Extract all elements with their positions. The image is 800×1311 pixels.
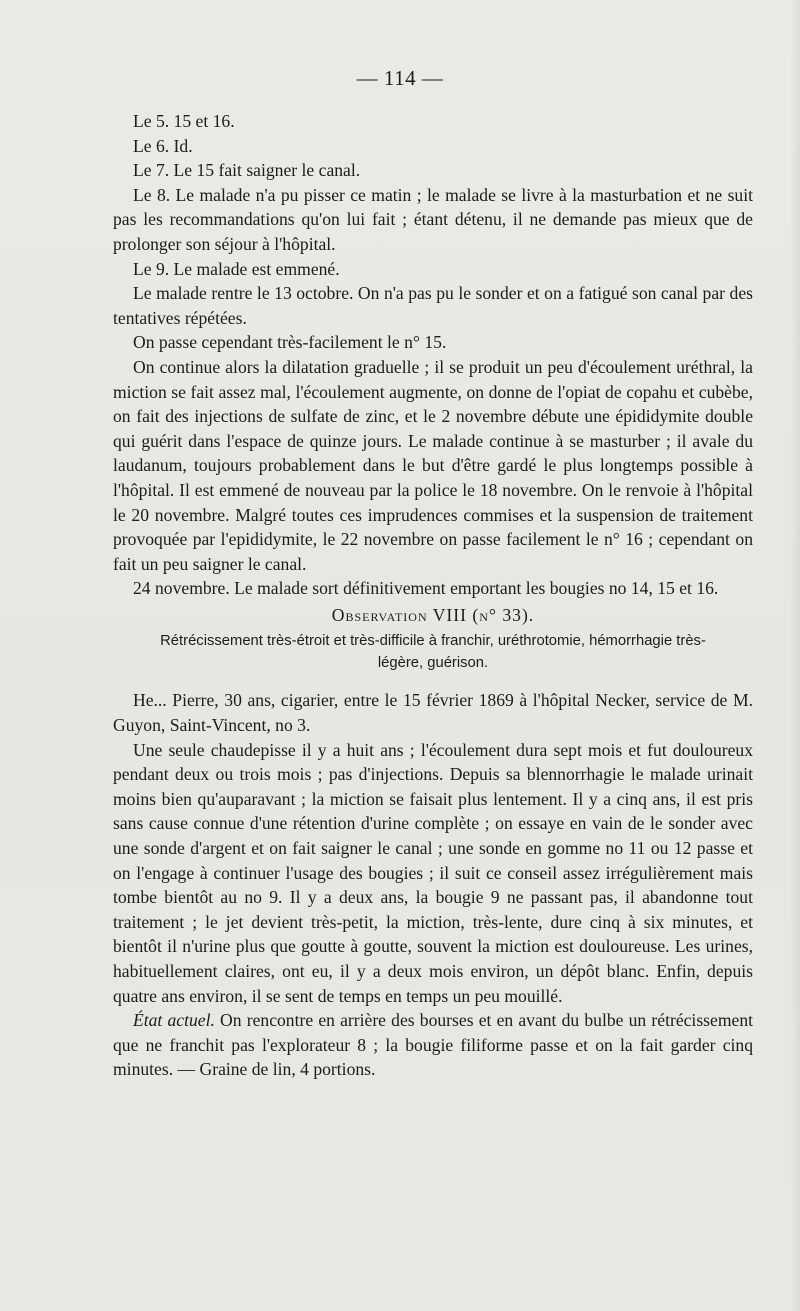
body-text (113, 109, 753, 1082)
current-state-label: État actuel. (133, 1010, 215, 1031)
paragraph-dilatation: On continue alors la dilatation graduelle ; il se produit un peu d'écoulement uréthral, la miction se fait assez mal, l'écoulement augmente, on donne de l'opiat de copahu et cubèbe, on fait des injections de sulfate de zinc, et le 2 novembre débute une épididymite double qui guérit dans l'espace de quinze jours. Le malade continue à se masturber ; il avale du laudanum, toujours probablement dans le but d'être gardé le plus longtemps possible à l'hôpital. Il est emmené de nouveau par la police le 18 novembre. On le renvoie à l'hôpital le 20 novembre. Malgré toutes ces imprudences commises et la suspension de traitement provoquée par l'epididymite, le 22 novembre on passe facilement le n° 16 ; cependant on fait un peu saigner le canal. (113, 356, 753, 574)
page-edge-shadow (790, 0, 800, 1311)
paragraph-pass-15: On passe cependant très-facilement le n° 15. (133, 332, 447, 353)
paragraph-day-6: Le 6. Id. (133, 135, 193, 156)
paragraph-day-8: Le 8. Le malade n'a pu pisser ce matin ; le malade se livre à la masturbation et ne suit pas les recommandations qu'on lui fait ; étant détenu, il ne demande pas mieux que de prolonger son séjour à l'hôpital. (113, 184, 753, 254)
paragraph-patient-intro: He... Pierre, 30 ans, cigarier, entre le 15 février 1869 à l'hôpital Necker, service de M. Guyon, Saint-Vincent, no 3. (113, 690, 753, 736)
paragraph-day-9: Le 9. Le malade est emmené. (133, 258, 340, 279)
current-state-text: On rencontre en arrière des bourses et en avant du bulbe un rétrécissement que ne franchit pas l'explorateur 8 ; la bougie filiforme passe et on la fait garder cinq minutes. — Graine de lin, 4 portions. (113, 1010, 754, 1080)
paragraph-current-state (113, 1008, 753, 1082)
observation-subtitle: Rétrécissement très-étroit et très-difficile à franchir, uréthrotomie, hémorrhagie très-légère, guérison. (160, 633, 706, 672)
page-number: — 114 — (356, 66, 444, 90)
observation-title: Observation VIII (n° 33). (331, 604, 535, 625)
paragraph-return-october: Le malade rentre le 13 octobre. On n'a pas pu le sonder et on a fatigué son canal par des tentatives répétées. (113, 283, 753, 328)
paragraph-history: Une seule chaudepisse il y a huit ans ; l'écoulement dura sept mois et fut douloureux pendant deux ou trois mois ; pas d'injections. Depuis sa blennorrhagie le malade urinait moins bien qu'auparavant ; la miction se faisait plus lentement. Il y a cinq ans, il est pris sans cause connue d'une rétention d'urine complète ; on essaye en vain de le sonder avec une sonde d'argent et on fait saigner le canal ; une sonde en gomme no 11 ou 12 passe et on l'engage à continuer l'usage des bougies ; il suit ce conseil assez irrégulièrement mais tombe bientôt au no 9. Il y a deux ans, la bougie 9 ne passant pas, il abandonne tout traitement ; le jet devient très-petit, la miction, très-lente, dure cinq à six minutes, et bientôt il n'urine plus que goutte à goutte, souvent la miction est douloureuse. Les urines, habituellement claires, ont eu, il y a deux mois environ, un dépôt blanc. Enfin, depuis quatre ans environ, il se sent de temps en temps un peu mouillé. (113, 739, 753, 1006)
paragraph-day-5: Le 5. 15 et 16. (133, 111, 235, 131)
paragraph-day-7: Le 7. Le 15 fait saigner le canal. (133, 160, 361, 181)
paragraph-november-24: 24 novembre. Le malade sort définitivement emportant les bougies no 14, 15 et 16. (133, 578, 719, 599)
